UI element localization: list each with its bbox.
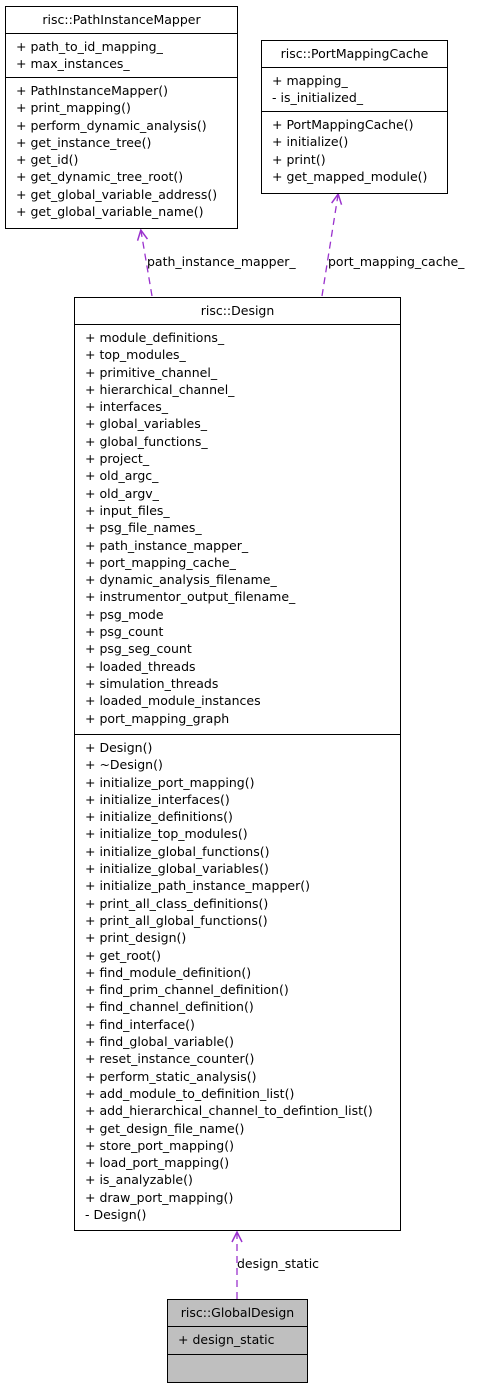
class-method: + get_design_file_name()	[85, 1120, 245, 1136]
class-attribute: + hierarchical_channel_	[85, 381, 235, 397]
class-title: risc::GlobalDesign	[168, 1300, 307, 1327]
class-attribute: + path_instance_mapper_	[85, 537, 249, 553]
class-attribute: + psg_file_names_	[85, 520, 202, 536]
class-attribute: + port_mapping_graph	[85, 710, 230, 726]
class-attribute: + instrumentor_output_filename_	[85, 589, 296, 605]
class-attribute: + loaded_threads	[85, 658, 196, 674]
class-attribute: + primitive_channel_	[85, 364, 218, 380]
edge-design-to-port-mapping-cache	[322, 195, 338, 296]
class-attribute: + project_	[85, 451, 150, 467]
class-method: + ~Design()	[85, 757, 163, 773]
class-method: + find_prim_channel_definition()	[85, 982, 289, 998]
class-methods	[168, 1355, 307, 1363]
class-method: + reset_instance_counter()	[85, 1051, 255, 1067]
class-methods	[262, 112, 447, 189]
class-attribute: + interfaces_	[85, 399, 168, 415]
class-methods	[75, 735, 400, 1227]
class-method: + perform_dynamic_analysis()	[16, 117, 207, 133]
class-method: + initialize()	[272, 134, 349, 150]
class-method: + find_module_definition()	[85, 964, 252, 980]
class-method: + get_global_variable_name()	[16, 204, 204, 220]
class-method: + get_global_variable_address()	[16, 186, 218, 202]
class-attributes	[262, 68, 447, 112]
class-method: + add_hierarchical_channel_to_defintion_list()	[85, 1103, 373, 1119]
class-attribute: + module_definitions_	[85, 330, 225, 345]
class-attributes	[168, 1327, 307, 1355]
class-method: + load_port_mapping()	[85, 1155, 230, 1171]
class-attribute: + old_argc_	[85, 468, 159, 484]
class-method: + initialize_port_mapping()	[85, 774, 255, 790]
class-method: + initialize_path_instance_mapper()	[85, 878, 310, 894]
class-method: + print_all_class_definitions()	[85, 895, 269, 911]
class-method: + is_analyzable()	[85, 1172, 193, 1188]
class-method: + get_mapped_module()	[272, 168, 428, 184]
class-method: + get_dynamic_tree_root()	[16, 169, 184, 185]
class-method: + store_port_mapping()	[85, 1137, 234, 1153]
class-attributes	[75, 325, 400, 735]
class-method: + initialize_definitions()	[85, 809, 233, 825]
class-attribute: + max_instances_	[16, 56, 130, 72]
class-title: risc::PathInstanceMapper	[6, 7, 237, 34]
class-method: + find_global_variable()	[85, 1034, 234, 1050]
class-attribute: + global_variables_	[85, 416, 208, 432]
class-method: + print_all_global_functions()	[85, 912, 268, 928]
class-method: + draw_port_mapping()	[85, 1189, 234, 1205]
class-method: + get_id()	[16, 152, 79, 168]
class-method: + PathInstanceMapper()	[16, 83, 168, 98]
class-attribute: + psg_count	[85, 624, 164, 640]
class-box-path-instance-mapper[interactable]	[5, 6, 238, 229]
class-attribute: + input_files_	[85, 502, 170, 518]
class-method: - Design()	[85, 1207, 147, 1223]
class-attribute: + path_to_id_mapping_	[16, 39, 163, 54]
class-method: + get_root()	[85, 947, 162, 963]
class-title: risc::PortMappingCache	[262, 41, 447, 68]
class-methods	[6, 78, 237, 224]
class-method: + find_channel_definition()	[85, 999, 254, 1015]
class-method: + PortMappingCache()	[272, 117, 414, 132]
class-attribute: + global_functions_	[85, 433, 208, 449]
edge-label-port-mapping-cache: port_mapping_cache_	[328, 254, 465, 269]
class-method: + add_module_to_definition_list()	[85, 1085, 295, 1101]
class-box-design[interactable]	[74, 297, 401, 1231]
class-title: risc::Design	[75, 298, 400, 325]
class-method: + initialize_top_modules()	[85, 826, 248, 842]
class-attribute: + port_mapping_cache_	[85, 554, 236, 570]
class-attributes	[6, 34, 237, 78]
class-attribute: + design_static	[178, 1332, 275, 1347]
class-box-global-design[interactable]	[167, 1299, 308, 1383]
class-method: + initialize_global_functions()	[85, 843, 270, 859]
class-attribute: + psg_seg_count	[85, 641, 192, 657]
class-attribute: + mapping_	[272, 73, 348, 88]
edge-label-path-instance-mapper: path_instance_mapper_	[147, 254, 296, 269]
class-attribute: + dynamic_analysis_filename_	[85, 572, 277, 588]
class-attribute: + psg_mode	[85, 606, 164, 622]
class-method: + initialize_global_variables()	[85, 861, 269, 877]
edge-label-design-static: design_static	[237, 1256, 320, 1271]
class-attribute: + top_modules_	[85, 347, 186, 363]
class-method: + print_mapping()	[16, 100, 131, 116]
class-method: + find_interface()	[85, 1016, 195, 1032]
class-method: + initialize_interfaces()	[85, 791, 230, 807]
class-attribute: + simulation_threads	[85, 675, 219, 691]
class-method: + perform_static_analysis()	[85, 1068, 257, 1084]
class-method: + print_design()	[85, 930, 187, 946]
class-method: + get_instance_tree()	[16, 134, 152, 150]
class-method: + Design()	[85, 740, 153, 755]
class-method: + print()	[272, 151, 326, 167]
class-attribute: + old_argv_	[85, 485, 159, 501]
class-attribute: + loaded_module_instances	[85, 693, 261, 709]
class-attribute: - is_initialized_	[272, 90, 364, 106]
class-box-port-mapping-cache[interactable]	[261, 40, 448, 194]
